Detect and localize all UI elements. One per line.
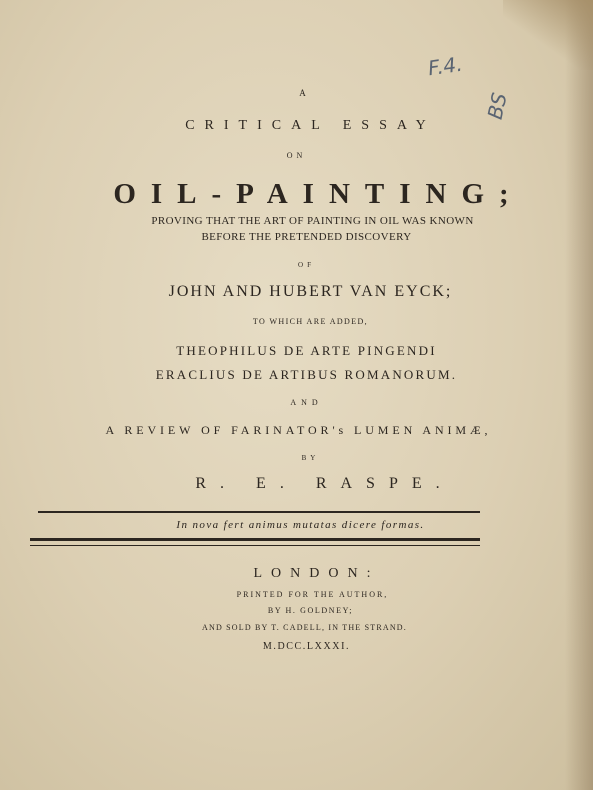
handwritten-library-mark: BS	[482, 90, 512, 122]
word-and: AND	[290, 398, 323, 407]
title-van-eyck: JOHN AND HUBERT VAN EYCK;	[168, 283, 453, 300]
title-theophilus: THEOPHILUS DE ARTE PINGENDI	[176, 343, 437, 358]
top-rule	[38, 511, 480, 513]
handwritten-shelfmark: F.4.	[426, 51, 464, 81]
subtitle-proving-line2: BEFORE THE PRETENDED DISCOVERY	[201, 231, 412, 243]
latin-motto: In nova fert animus mutatas dicere formas.	[176, 519, 425, 531]
author-name: R. E. RASPE.	[195, 475, 454, 492]
imprint-printed-for: PRINTED FOR THE AUTHOR,	[236, 590, 389, 599]
word-on: ON	[286, 151, 307, 160]
title-oil-painting: OIL-PAINTING;	[113, 178, 524, 210]
worn-corner	[503, 0, 593, 70]
word-by: BY	[301, 454, 320, 462]
subtitle-proving-line1: PROVING THAT THE ART OF PAINTING IN OIL WAS KNOWN	[151, 215, 474, 227]
title-critical-essay: CRITICAL ESSAY	[185, 118, 436, 133]
title-review-farinator: A REVIEW OF FARINATOR's LUMEN ANIMÆ,	[105, 423, 492, 437]
to-which-are-added: TO WHICH ARE ADDED,	[252, 317, 369, 326]
article-a: A	[299, 88, 306, 98]
imprint-printer: BY H. GOLDNEY;	[267, 606, 354, 615]
word-of: OF	[298, 261, 315, 269]
imprint-london: LONDON:	[253, 566, 380, 581]
imprint-year: M.DCC.LXXXI.	[262, 641, 351, 652]
bottom-rule-thin	[30, 545, 480, 546]
imprint-sold-by: AND SOLD BY T. CADELL, IN THE STRAND.	[202, 623, 407, 632]
bottom-rule-thick	[30, 538, 480, 541]
title-eraclius: ERACLIUS DE ARTIBUS ROMANORUM.	[155, 367, 458, 382]
